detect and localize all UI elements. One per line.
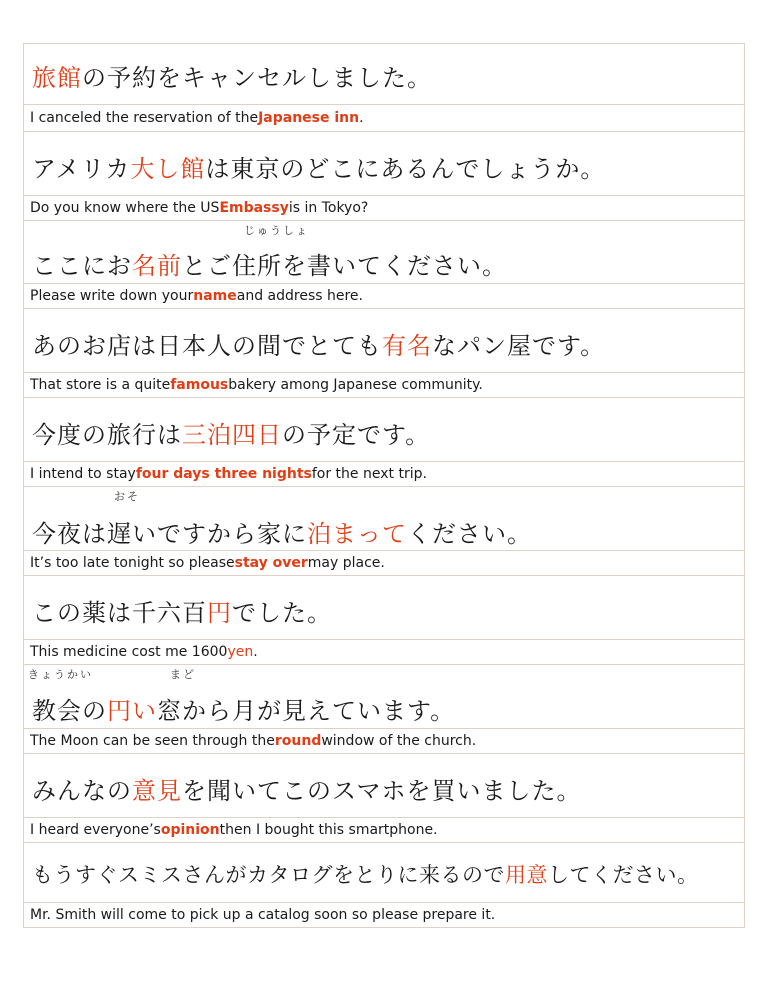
- sentence-text: 今夜は遅いですから家に: [32, 520, 307, 548]
- highlight-word: 意見: [132, 777, 182, 805]
- highlight-word: round: [274, 733, 322, 749]
- english-translation-4: [24, 373, 744, 398]
- highlight-word: 泊まって: [307, 520, 407, 548]
- japanese-sentence-9: [24, 754, 744, 818]
- translation-text: That store is a quite: [30, 377, 171, 393]
- translation-text: Do you know where the US: [30, 200, 220, 216]
- translation-text: Please write down your: [30, 288, 194, 304]
- sentence-text: みんなの: [32, 777, 132, 805]
- highlight-word: four days three nights: [135, 466, 312, 482]
- sentence-text: もうすぐスミスさんがカタログをとりに来るので: [32, 863, 505, 887]
- highlight-word: 三泊四日: [182, 421, 282, 449]
- highlight-word: 円: [207, 599, 232, 627]
- translation-text: then I bought this smartphone.: [219, 822, 438, 838]
- english-translation-2: [24, 196, 744, 221]
- japanese-sentence-1: [24, 44, 744, 105]
- highlight-word: name: [193, 288, 237, 304]
- english-translation-10: [24, 903, 744, 927]
- japanese-sentence-2: [24, 132, 744, 196]
- sentence-text: は東京のどこにあるんでしょうか。: [205, 155, 606, 183]
- highlight-word: 用意: [505, 863, 548, 887]
- japanese-sentence-4: [24, 309, 744, 373]
- translation-text: .: [359, 110, 364, 126]
- translation-text: I intend to stay: [30, 466, 136, 482]
- english-translation-6: [24, 551, 744, 576]
- highlight-word: stay over: [234, 555, 308, 571]
- translation-text: I heard everyone’s: [30, 822, 161, 838]
- furigana-reading: きょうかい: [28, 668, 93, 681]
- sentence-text: とご住所を書いてください。: [182, 252, 507, 280]
- translation-text: for the next trip.: [311, 466, 427, 482]
- japanese-sentence-7: [24, 576, 744, 640]
- english-translation-5: [24, 462, 744, 487]
- english-translation-9: [24, 818, 744, 843]
- sentence-text: なパン屋です。: [432, 332, 606, 360]
- highlight-word: Embassy: [219, 200, 289, 216]
- sentence-text: ください。: [407, 520, 532, 548]
- english-translation-3: [24, 284, 744, 309]
- translation-text: This medicine cost me 1600: [30, 644, 228, 660]
- furigana-reading: じゅうしょ: [244, 224, 309, 237]
- highlight-word: 円い: [107, 697, 157, 725]
- sentence-text: アメリカ: [32, 155, 131, 183]
- sentence-text: この薬は千六百: [32, 599, 207, 627]
- sentence-text: の予約をキャンセルしました。: [82, 64, 432, 92]
- furigana-reading: まど: [170, 668, 196, 681]
- translation-text: I canceled the reservation of the: [30, 110, 259, 126]
- highlight-word: 名前: [132, 252, 182, 280]
- highlight-word: opinion: [160, 822, 220, 838]
- japanese-sentence-8: [24, 665, 744, 729]
- sentence-text: 窓から月が見えています。: [157, 697, 456, 725]
- translation-text: and address here.: [236, 288, 363, 304]
- translation-text: is in Tokyo?: [288, 200, 369, 216]
- sentence-text: してください。: [548, 863, 699, 887]
- sentence-text: 今度の旅行は: [32, 421, 182, 449]
- english-translation-8: [24, 729, 744, 754]
- japanese-sentence-6: [24, 487, 744, 551]
- translation-text: may place.: [307, 555, 385, 571]
- japanese-sentence-10: [24, 843, 744, 903]
- highlight-word: 大し館: [130, 155, 206, 183]
- highlight-word: yen: [227, 644, 254, 660]
- translation-text: Mr. Smith will come to pick up a catalog soon so please prepare it.: [30, 907, 496, 923]
- japanese-sentence-5: [24, 398, 744, 462]
- sentence-text: でした。: [232, 599, 332, 627]
- translation-text: window of the church.: [321, 733, 477, 749]
- vocabulary-sheet: [23, 43, 745, 928]
- sentence-text: を聞いてこのスマホを買いました。: [182, 777, 582, 805]
- furigana-reading: おそ: [114, 490, 140, 503]
- english-translation-1: [24, 105, 744, 132]
- japanese-sentence-3: [24, 221, 744, 284]
- highlight-word: famous: [170, 377, 229, 393]
- translation-text: The Moon can be seen through the: [30, 733, 275, 749]
- sentence-text: 教会の: [32, 697, 107, 725]
- highlight-word: Japanese inn: [258, 110, 360, 126]
- sentence-text: ここにお: [32, 252, 132, 280]
- highlight-word: 旅館: [32, 64, 82, 92]
- translation-text: bakery among Japanese community.: [228, 377, 483, 393]
- highlight-word: 有名: [382, 332, 432, 360]
- translation-text: It’s too late tonight so please: [30, 555, 235, 571]
- sentence-text: の予定です。: [282, 421, 431, 449]
- sentence-text: あのお店は日本人の間でとても: [32, 332, 382, 360]
- english-translation-7: [24, 640, 744, 665]
- translation-text: .: [253, 644, 258, 660]
